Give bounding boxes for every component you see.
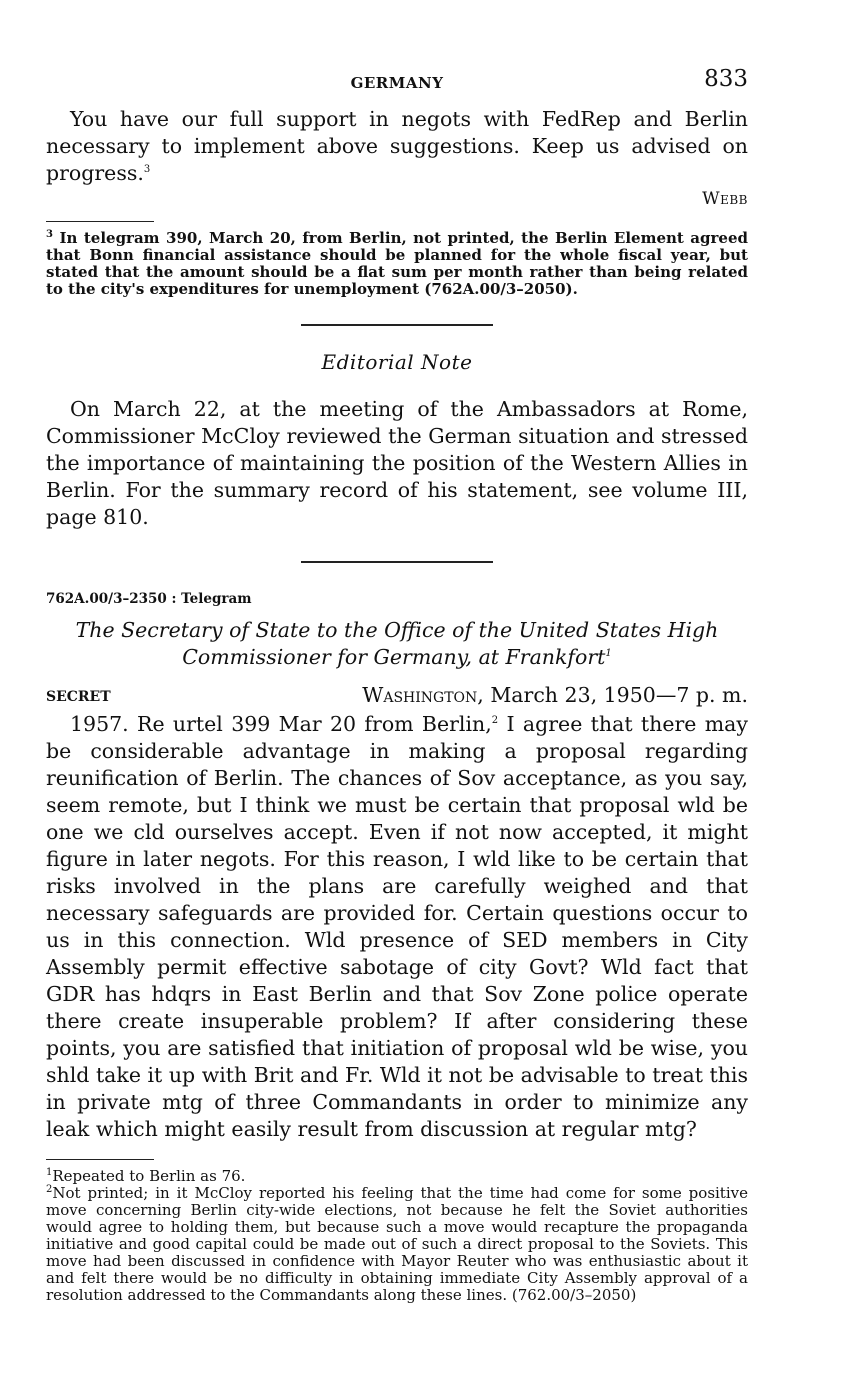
intro-paragraph [46, 106, 748, 187]
place: Washington [362, 683, 478, 707]
footnote-ref-1: 1 [605, 648, 612, 660]
telegram-body-start: 1957. Re urtel 399 Mar 20 from Berlin, [70, 712, 492, 736]
footnote-1 [46, 1168, 748, 1185]
footnote-ref-3: 3 [143, 164, 151, 176]
signature: Webb [702, 189, 748, 209]
footnote-1-text: Repeated to Berlin as 76. [52, 1167, 246, 1185]
section-divider [301, 324, 493, 326]
footnote-3-text: In telegram 390, March 20, from Berlin, not printed, the Berlin Element agreed that Bonn financial assistance should be planned for the whole fiscal year, but stated that the amount should be a flat sum per month rather than being related to the city's expenditures for unemployment (762A.00/3–2050). [46, 229, 748, 298]
footnote-3 [46, 230, 748, 298]
editorial-note-text: On March 22, at the meeting of the Ambassadors at Rome, Commissioner McCloy reviewed the German situation and stressed the importance of maintaining the position of the Western Allies in Berlin. For the summary record of his statement, see volume III, page 810. [46, 397, 748, 529]
document-title [46, 617, 748, 671]
classification: SECRET [46, 689, 111, 705]
footnote-2 [46, 1185, 748, 1304]
footnote-ref-2: 2 [491, 715, 499, 727]
page-number: 833 [704, 66, 748, 92]
footnote-divider [46, 1159, 154, 1160]
editorial-note-title: Editorial Note [321, 350, 473, 374]
telegram-body-rest: I agree that there may be considerable advantage in making a proposal regarding reunification of Berlin. The chances of Sov acceptance, as you say, seem remote, but I think we must be certain that proposal wld be one we cld ourselves accept. Even if not now accepted, it might figure in later negots. For this reason, I wld like to be certain that risks involved in the plans are carefully weighed and that necessary safeguards are provided for. Certain questions occur to us in this connection. Wld presence of SED members in City Assembly permit effective sabotage of city Govt? Wld fact that GDR has hdqrs in East Berlin and that Sov Zone police operate there create insuperable problem? If after considering these points, you are satisfied that initiation of proposal wld be wise, you shld take it up with Brit and Fr. Wld it not be advisable to treat this in private mtg of three Commandants in order to minimize any leak which might easily result from discussion at regular mtg? [46, 712, 748, 1141]
page [46, 66, 748, 1304]
date: , March 23, 1950—7 p. m. [477, 683, 748, 707]
footnote-divider [46, 221, 154, 222]
running-head-title: GERMANY [350, 74, 444, 92]
footnote-2-marker: 2 [46, 1184, 53, 1195]
intro-paragraph-text: You have our full support in negots with FedRep and Berlin necessary to implement above suggestions. Keep us advised on progress. [46, 107, 748, 185]
footnote-1-marker: 1 [46, 1167, 53, 1178]
telegram-body [46, 711, 748, 1143]
running-head [46, 66, 748, 100]
dateline [46, 683, 748, 711]
place-date [362, 683, 748, 707]
footnote-3-marker: 3 [46, 229, 53, 240]
section-divider [301, 561, 493, 563]
footnote-2-text: Not printed; in it McCloy reported his feeling that the time had come for some positive move concerning Berlin city-wide elections, not because he felt the Soviet authorities would agree to holding them, but because such a move would recapture the propaganda initiative and good capital could be made out of such a direct proposal to the Soviets. This move had been discussed in confidence with Mayor Reuter who was enthusiastic about it and felt there would be no difficulty in obtaining immediate City Assembly approval of a resolution addressed to the Commandants along these lines. (762.00/3–2050) [46, 1184, 748, 1304]
document-title-text: The Secretary of State to the Office of the United States High Commissioner for Germany, at Frankfort [75, 618, 719, 669]
document-id: 762A.00/3–2350 : Telegram [46, 591, 252, 607]
